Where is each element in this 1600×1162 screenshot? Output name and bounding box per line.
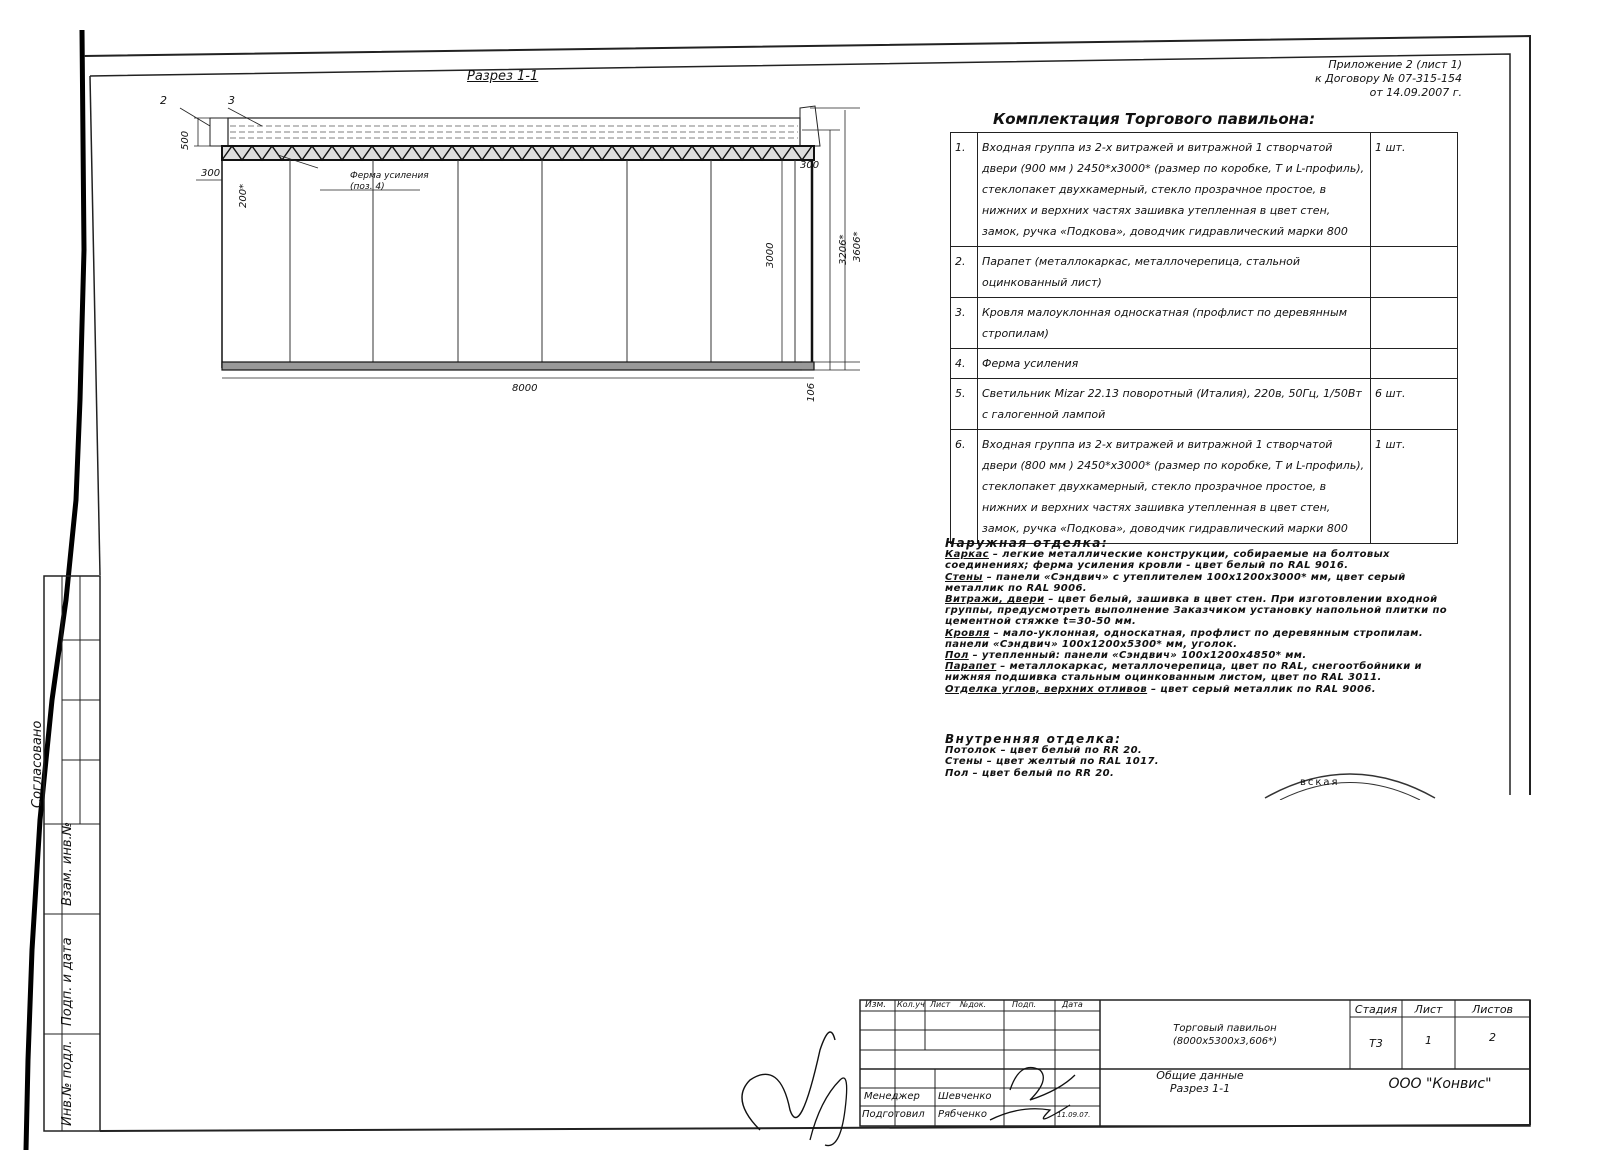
dim-500: 500	[180, 130, 191, 150]
row-text: Ферма усиления	[978, 349, 1371, 379]
exterior-text: – цвет серый металлик по RAL 9006.	[1147, 683, 1376, 695]
side-inv-orig: Инв.№ подл.	[60, 1040, 75, 1126]
tb-project	[1100, 1022, 1350, 1048]
tb-sheet-line1: Общие данные	[1156, 1069, 1244, 1082]
tb-sheet-line2: Разрез 1-1	[1169, 1082, 1231, 1095]
exterior-item	[945, 572, 1465, 594]
side-agreed: Согласовано	[30, 720, 45, 808]
row-text: Светильник Mizar 22.13 поворотный (Италия), 220в, 50Гц, 1/50Вт с галогенной лампой	[978, 379, 1371, 430]
tb-col-sign: Подп.	[1012, 1000, 1037, 1009]
interior-line: Стены – цвет желтый по RAL 1017.	[945, 756, 1160, 768]
row-text: Входная группа из 2-х витражей и витражной 1 створчатой двери (800 мм ) 2450*х3000* (размер по коробке, Т и L-профиль), стеклопакет двухкамерный, стекло прозрачное простое, в нижних и верхних частях зашивка утепленная в цвет стен, замок, ручка «Подкова», доводчик гидравлический марки 800	[978, 430, 1371, 544]
table-row	[951, 298, 1458, 349]
tb-company: ООО "Конвис"	[1388, 1076, 1492, 1092]
tb-stage-label: Стадия	[1354, 1003, 1398, 1016]
handwritten-signatures	[720, 1010, 1100, 1150]
appendix-note	[1315, 58, 1462, 100]
exterior-text: – утепленный: панели «Сэндвич» 100х1200х4850* мм.	[968, 650, 1307, 662]
callout-3: 3	[228, 94, 235, 107]
spec-table	[950, 132, 1458, 544]
table-row	[951, 247, 1458, 298]
dim-106: 106	[806, 382, 817, 402]
dim-300-right: 300	[800, 160, 820, 171]
row-num: 4.	[951, 349, 978, 379]
row-text: Парапет (металлокаркас, металлочерепица, стальной оцинкованный лист)	[978, 247, 1371, 298]
tb-sheet-title	[1100, 1069, 1300, 1095]
exterior-text: – мало-уклонная, односкатная, профлист по деревянным стропилам. панели «Сэндвич» 100х1200х5300* мм, уголок.	[945, 627, 1424, 650]
exterior-text: – металлокаркас, металлочерепица, цвет по RAL, снегоотбойники и нижняя подшивка стальным оцинкованным листом, цвет по RAL 3011.	[945, 661, 1422, 684]
row-num: 1.	[951, 133, 978, 247]
tb-role2: Подготовил	[862, 1109, 925, 1120]
appendix-line2: к Договору № 07-315-154	[1314, 72, 1462, 85]
tb-sheet-label: Лист	[1414, 1003, 1443, 1016]
tb-sheet-value: 1	[1425, 1034, 1432, 1047]
exterior-item	[945, 628, 1465, 650]
truss-label: Ферма усиления (поз. 4)	[350, 171, 429, 192]
exterior-term: Витражи, двери	[945, 594, 1045, 606]
tb-col-list: Лист	[930, 1000, 951, 1009]
interior-line: Потолок – цвет белый по RR 20.	[945, 745, 1143, 757]
callout-2: 2	[160, 94, 167, 107]
dim-3000: 3000	[765, 242, 776, 268]
appendix-line1: Приложение 2 (лист 1)	[1328, 58, 1462, 71]
tb-stage-value: Т3	[1369, 1037, 1383, 1050]
exterior-term: Стены	[945, 571, 983, 583]
tb-sheets-value: 2	[1489, 1031, 1496, 1044]
tb-project-line2: (8000х5300х3,606*)	[1172, 1036, 1278, 1047]
exterior-item	[945, 684, 1465, 695]
exterior-item	[945, 594, 1465, 628]
row-qty	[1371, 349, 1458, 379]
dim-3206: 3206*	[838, 234, 849, 265]
interior-title: Внутренняя отделка:	[945, 732, 1122, 746]
seal-text: вская	[1300, 777, 1340, 788]
tb-name1: Шевченко	[938, 1091, 992, 1102]
exterior-term: Отделка углов, верхних отливов	[945, 683, 1148, 695]
tb-col-kol: Кол.уч	[897, 1000, 925, 1009]
row-qty: 6 шт.	[1371, 379, 1458, 430]
exterior-text: – легкие металлические конструкции, собираемые на болтовых соединениях; ферма усиления кровли - цвет белый по RAL 9016.	[945, 549, 1390, 572]
dim-300-left: 300	[201, 168, 221, 179]
exterior-title: Наружная отделка:	[945, 536, 1109, 550]
row-qty: 1 шт.	[1371, 430, 1458, 544]
exterior-item	[945, 549, 1465, 571]
row-qty: 1 шт.	[1371, 133, 1458, 247]
company-seal	[1260, 770, 1440, 800]
exterior-item	[945, 650, 1465, 661]
tb-date2: 11.09.07.	[1057, 1111, 1091, 1119]
exterior-term: Пол	[945, 650, 969, 662]
side-sign-date: Подп. и дата	[60, 937, 75, 1026]
spec-title: Комплектация Торгового павильона:	[993, 110, 1316, 128]
tb-project-line1: Торговый павильон	[1173, 1023, 1277, 1034]
interior-line: Пол – цвет белый по RR 20.	[945, 767, 1115, 779]
section-title: Разрез 1-1	[467, 69, 539, 84]
table-row	[951, 349, 1458, 379]
row-qty	[1371, 298, 1458, 349]
section-drawing	[170, 100, 890, 410]
table-row	[951, 430, 1458, 544]
dim-8000: 8000	[512, 383, 538, 394]
table-row	[951, 133, 1458, 247]
exterior-item	[945, 661, 1465, 683]
row-num: 3.	[951, 298, 978, 349]
table-row	[951, 379, 1458, 430]
exterior-finish	[945, 538, 1465, 695]
row-text: Кровля малоуклонная односкатная (профлист по деревянным стропилам)	[978, 298, 1371, 349]
exterior-term: Парапет	[945, 661, 997, 673]
row-num: 5.	[951, 379, 978, 430]
tb-col-doc: №док.	[960, 1000, 987, 1009]
exterior-term: Каркас	[945, 549, 989, 561]
exterior-text: – панели «Сэндвич» с утеплителем 100х1200х3000* мм, цвет серый металлик по RAL 9006.	[945, 571, 1406, 594]
tb-role1: Менеджер	[864, 1091, 920, 1102]
dim-3606: 3606*	[852, 231, 863, 262]
tb-col-izm: Изм.	[865, 1000, 887, 1010]
appendix-line3: от 14.09.2007 г.	[1369, 86, 1462, 99]
dim-200: 200*	[238, 183, 249, 208]
side-swap-inv: Взам. инв.№	[60, 821, 75, 906]
exterior-text: – цвет белый, зашивка в цвет стен. При изготовлении входной группы, предусмотреть выполнение Заказчиком установку напольной плитки по цементной стяжке t=30-50 мм.	[945, 594, 1448, 628]
tb-sheets-label: Листов	[1471, 1003, 1514, 1016]
tb-col-date: Дата	[1062, 1000, 1083, 1009]
row-num: 2.	[951, 247, 978, 298]
tb-name2: Рябченко	[938, 1109, 987, 1120]
row-text: Входная группа из 2-х витражей и витражной 1 створчатой двери (900 мм ) 2450*х3000* (размер по коробке, Т и L-профиль), стеклопакет двухкамерный, стекло прозрачное простое, в нижних и верхних частях зашивка утепленная в цвет стен, замок, ручка «Подкова», доводчик гидравлический марки 800	[978, 133, 1371, 247]
exterior-term: Кровля	[945, 627, 990, 639]
row-qty	[1371, 247, 1458, 298]
row-num: 6.	[951, 430, 978, 544]
